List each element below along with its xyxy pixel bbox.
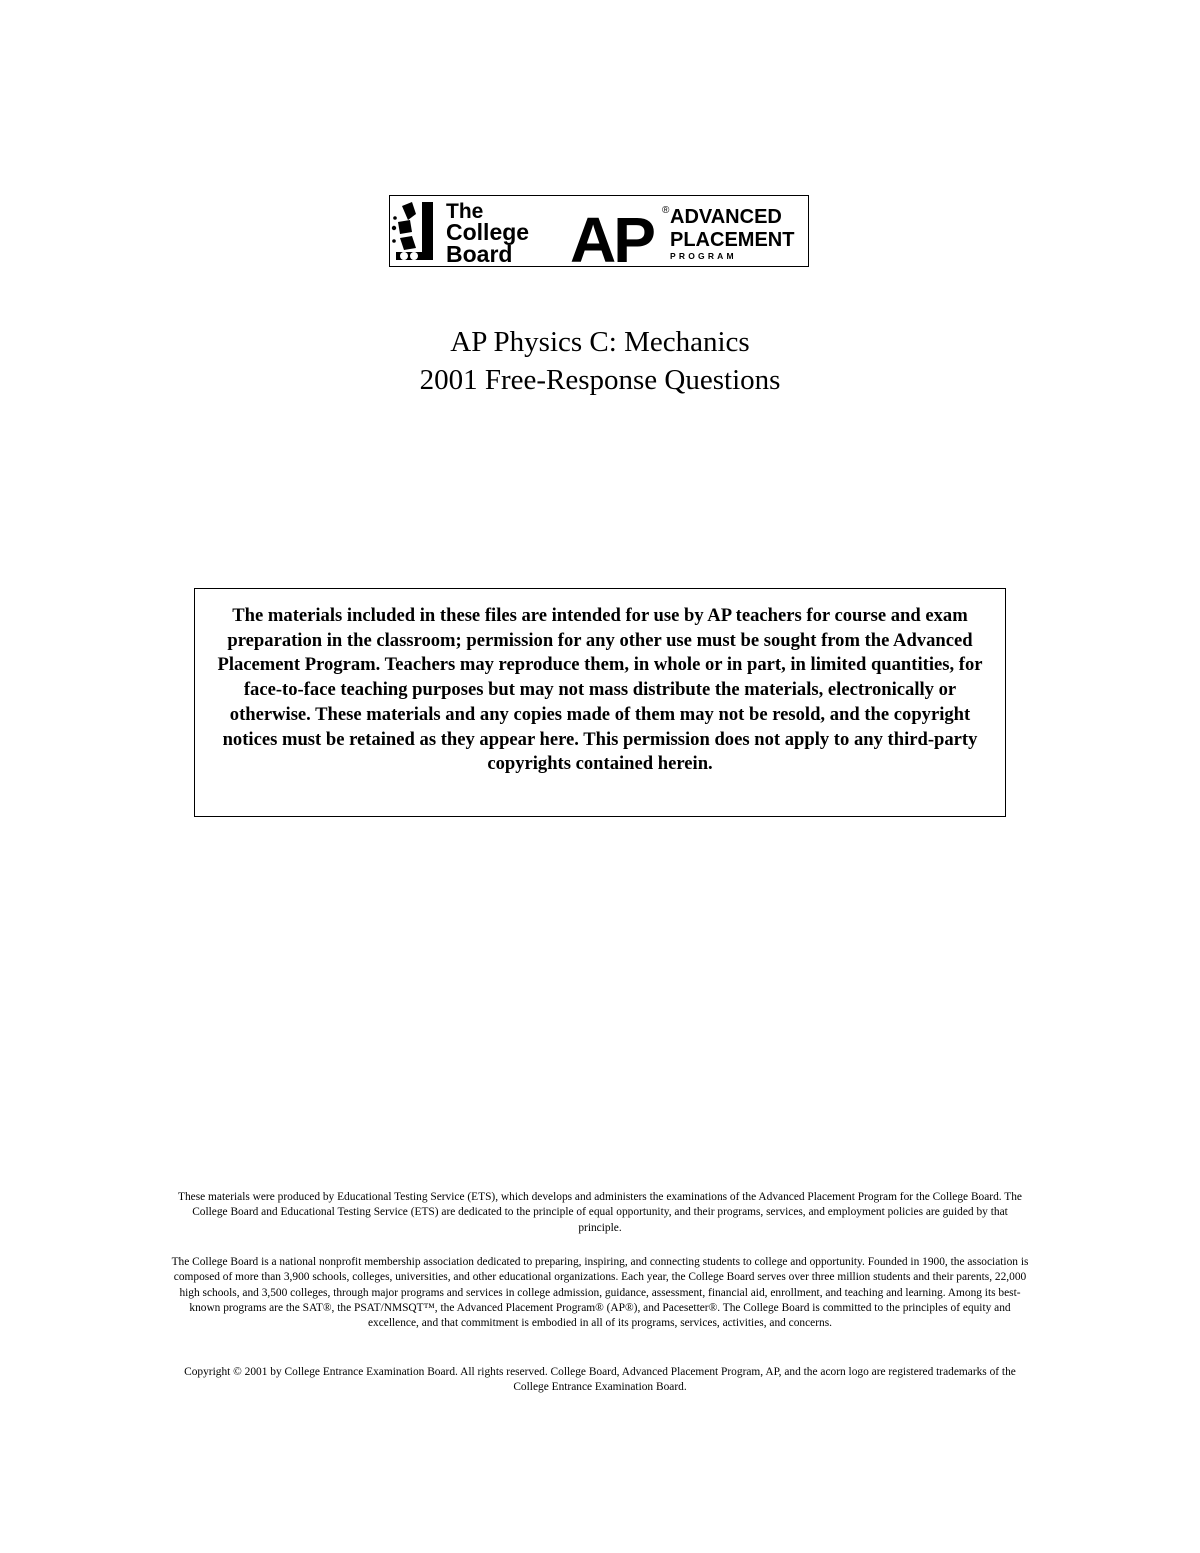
ap-mark: AP [570,204,653,265]
logo-placement-text: PLACEMENT [670,229,795,251]
logo-board-text: Board [446,241,513,265]
college-board-ap-logo [389,195,809,267]
logo-program-text: PROGRAM [670,251,737,261]
footer-college-board-paragraph [170,1255,1030,1331]
logo-college-text: College [446,219,530,245]
logo-graphic [390,196,807,265]
copyright-statement: Copyright © 2001 by College Entrance Examination Board. All rights reserved. College Board, Advanced Placement Program, AP, and the acorn logo are registered trademarks of the College Entrance Examination Board. [184,1366,1016,1394]
document-title: AP Physics C: Mechanics [450,326,750,358]
footer-ets-paragraph [170,1190,1030,1236]
logo-the-text: The [446,200,484,223]
document-subtitle: 2001 Free-Response Questions [419,364,781,396]
acorn-tree-icon [392,202,433,260]
footer-copyright-paragraph [170,1365,1030,1396]
ets-statement: These materials were produced by Educational Testing Service (ETS), which develops and administers the examinations of the Advanced Placement Program for the College Board. The College Board and Educational Testing Service (ETS) are dedicated to the principle of equal opportunity, and their programs, services, and employment policies are guided by that principle. [178,1191,1022,1234]
registered-mark: ® [662,205,670,216]
college-board-statement: The College Board is a national nonprofit membership association dedicated to preparing, inspiring, and connecting students to college and opportunity. Founded in 1900, the association is composed of more than 3,900 schools, colleges, universities, and other educational organizations. Each year, the College Board serves over three million students and their parents, 22,000 high schools, and 3,500 colleges, through major programs and services in college admission, guidance, assessment, financial aid, enrollment, and teaching and learning. Among its best-known programs are the SAT®, the PSAT/NMSQT™, the Advanced Placement Program® (AP®), and Pacesetter®. The College Board is committed to the principles of equity and excellence, and that commitment is embodied in all of its programs, services, activities, and concerns. [171,1256,1029,1330]
logo-advanced-text: ADVANCED [670,206,782,228]
usage-permission-notice [194,588,1006,817]
notice-text: The materials included in these files are intended for use by AP teachers for course and exam preparation in the classroom; permission for any other use must be sought from the Advanced Placement Program. Teachers may reproduce them, in whole or in part, in limited quantities, for face-to-face teaching purposes but may not mass distribute the materials, electronically or otherwise. These materials and any copies made of them may not be resold, and the copyright notices must be retained as they appear here. This permission does not apply to any third-party copyrights contained herein. [217,605,983,775]
